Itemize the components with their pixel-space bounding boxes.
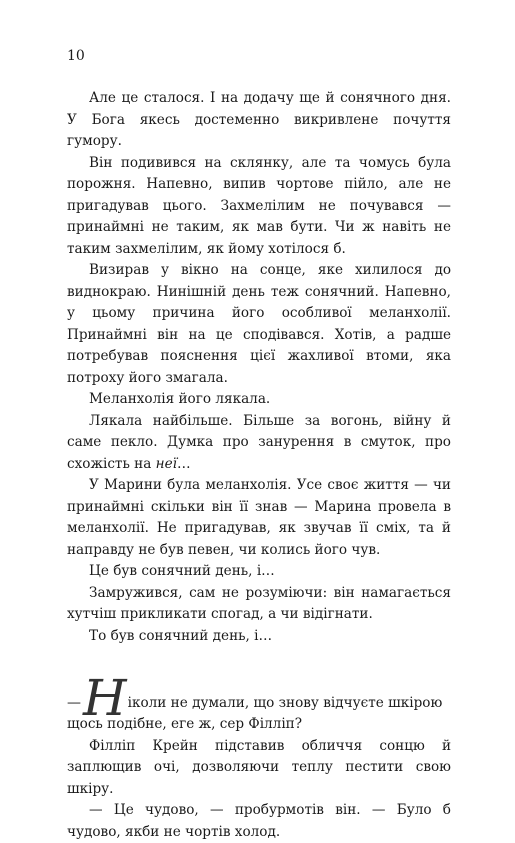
paragraph: Замружився, сам не розуміючи: він намагається хутчіш прикликати спогад, а чи відігнати. — [67, 584, 451, 622]
paragraph: Він подивився на склянку, але та чомусь була порожня. Напевно, випив чортове пійло, але не пригадував цього. Захмелілим не почувався — принаймні не таким, як мав бути. Чи ж навіть не таким захмелілим, як йому хотілося б. — [67, 154, 451, 257]
page-number: 10 — [67, 48, 85, 64]
chapter-opening-rest: щось подібне, еге ж, сер Філліп? — [67, 716, 303, 732]
paragraph: — Це чудово, — пробурмотів він. — Було б чудово, якби не чортів холод. — [67, 802, 451, 840]
paragraph: У Марини була меланхолія. Усе своє життя — чи принаймні скільки він її знав — Марина провела в меланхолії. Не пригадував, як звучав її сміх, та й направду не був певен, чи колись його чув. — [67, 477, 451, 558]
paragraph: Це був сонячний день, і… — [89, 563, 275, 579]
first-line-text: іколи не думали, що знову відчуєте шкірою — [127, 694, 443, 711]
paragraph: Меланхолія його лякала. — [89, 391, 271, 407]
emphasis-text: неї — [155, 455, 178, 472]
paragraph — [67, 411, 451, 476]
paragraph: То був сонячний день, і… — [89, 627, 273, 644]
paragraph-tail: … — [177, 455, 191, 472]
paragraph: Філліп Крейн підставив обличчя сонцю й заплющив очі, дозволяючи теплу пестити свою шкіру. — [67, 737, 451, 797]
paragraph: Визирав у вікно на сонце, яке хилилося до виднокраю. Нинішній день теж сонячний. Напевно, у цьому причина його особливої меланхолії. Принаймні він на це сподівався. Хотів, а радше потребував пояснення цієї жахливої втоми, яка потроху його змагала. — [67, 262, 451, 386]
section-gap — [67, 647, 451, 666]
dialogue-dash: — — [67, 694, 81, 711]
paragraph: Але це сталося. І на додачу ще й сонячного дня. У Бога якесь достеменно викривлене почуття гумору. — [67, 90, 451, 149]
body-text — [67, 88, 451, 843]
paragraph-text: Лякала найбільше. Більше за вогонь, війну й саме пекло. Думка про занурення в смуток, про схожість на — [67, 412, 451, 472]
chapter-opening — [67, 666, 451, 736]
drop-cap: Н — [83, 669, 127, 727]
